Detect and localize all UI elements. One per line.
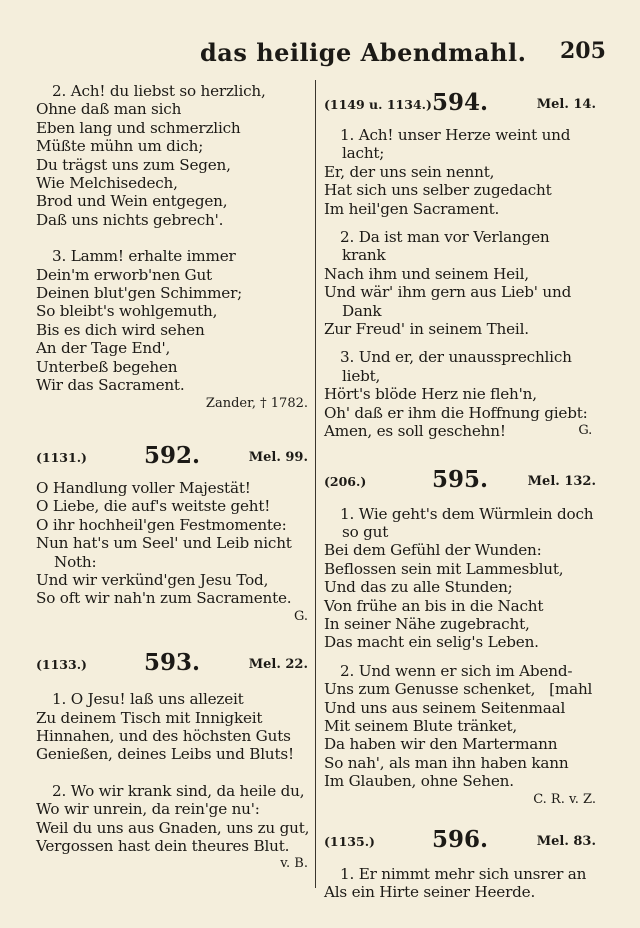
verse-line: lacht; — [342, 144, 385, 163]
verse-line: In seiner Nähe zugebracht, — [324, 614, 530, 633]
hymn-594 — [324, 82, 596, 441]
verse-line: O Handlung voller Majestät! — [36, 478, 251, 497]
hymn-header — [324, 459, 596, 495]
verse-line: Wir das Sacrament. — [36, 376, 185, 395]
hymn-number: 594. — [431, 89, 489, 116]
verse-line: Genießen, deines Leibs und Bluts! — [36, 745, 294, 764]
verse-line: Das macht ein selig's Leben. — [324, 633, 539, 652]
column-divider — [315, 80, 316, 888]
verse-line: 1. Er nimmt mehr sich unsrer an — [340, 865, 587, 883]
verse-line: Beflossen sein mit Lammesblut, — [324, 559, 564, 578]
hymn-number: 595. — [431, 465, 489, 493]
verse-line: Deinen blut'gen Schimmer; — [36, 284, 243, 303]
verse-line: 2. Da ist man vor Verlangen — [340, 228, 550, 247]
verse-line: Uns zum Genusse schenket, [mahl — [324, 680, 593, 699]
verse-line: liebt, — [342, 366, 381, 385]
hymn-melody: Mel. 22. — [248, 657, 308, 673]
verse-line: Zur Freud' in seinem Theil. — [324, 320, 529, 339]
verse-line: 1. Wie geht's dem Würmlein doch — [340, 504, 594, 523]
page-header — [0, 30, 640, 70]
verse-line: So oft wir nah'n zum Sacramente. — [36, 589, 292, 608]
stanza-gap — [324, 652, 596, 662]
verse-line: Zu deinem Tisch mit Innigkeit — [36, 708, 263, 727]
verse-line: Bei dem Gefühl der Wunden: — [324, 541, 542, 560]
verse-line: Dank — [342, 301, 382, 320]
verse-line: Noth: — [54, 552, 97, 571]
verse-line: Wie Melchisedech, — [36, 174, 178, 193]
hymn-number: 593. — [143, 649, 201, 677]
verse-line: Weil du uns aus Gnaden, uns zu gut, — [36, 818, 310, 837]
verse-line: Und wär' ihm gern aus Lieb' und — [324, 283, 572, 302]
verse-line: Daß uns nichts gebrech'. — [36, 210, 224, 229]
verse-line: Und das zu alle Stunden; — [324, 578, 513, 597]
stanza-1 — [36, 690, 308, 764]
verse-line: Als ein Hirte seiner Heerde. — [324, 883, 536, 902]
verse-line: 1. O Jesu! laß uns allezeit — [52, 690, 244, 709]
verse-line: Bis es dich wird sehen — [36, 320, 205, 339]
hymn-continuation — [36, 82, 308, 413]
verse-line: So bleibt's wohlgemuth, — [36, 302, 218, 321]
verse-line: O Liebe, die auf's weitste geht! — [36, 497, 271, 516]
verse-line: O ihr hochheil'gen Festmomente: — [36, 515, 287, 534]
stanza-3 — [324, 348, 596, 440]
stanza-3 — [36, 247, 308, 394]
verse-line: Nun hat's um Seel' und Leib nicht — [36, 534, 292, 553]
hymn-592 — [36, 435, 308, 626]
hymn-header — [324, 82, 596, 118]
stanza-2 — [36, 82, 308, 229]
hymn-595 — [324, 459, 596, 810]
stanza-1 — [324, 865, 596, 902]
hymn-header — [324, 819, 596, 855]
stanza-2 — [324, 228, 596, 338]
verse-line: Vergossen hast dein theures Blut. — [36, 837, 290, 855]
verse-line: Von frühe an bis in die Nacht — [324, 596, 544, 615]
verse-line: krank — [342, 246, 386, 265]
verse-line: 1. Ach! unser Herze weint und — [340, 126, 571, 144]
verse-line: Unterbeß begehen — [36, 357, 178, 376]
hymn-reference: (1149 u. 1134.) — [324, 97, 432, 112]
stanza-gap — [324, 338, 596, 348]
verse-line: Mit seinem Blute tränket, — [324, 716, 518, 735]
verse-line: Und uns aus seinem Seitenmaal — [324, 698, 566, 717]
verse-line — [324, 422, 596, 440]
stanza-gap — [36, 229, 308, 247]
verse-line: An der Tage End', — [36, 339, 171, 358]
stanza-1 — [324, 505, 596, 652]
verse-line: Brod und Wein entgegen, — [36, 192, 228, 211]
verse-line: Im heil'gen Sacrament. — [324, 199, 500, 218]
verse-line: Ohne daß man sich — [36, 100, 182, 119]
hymn-number: 596. — [431, 826, 489, 853]
hymn-593 — [36, 642, 308, 874]
hymn-reference: (1133.) — [36, 657, 87, 673]
hymn-melody: Mel. 132. — [527, 473, 596, 489]
verse-line: 2. Und wenn er sich im Abend- — [340, 661, 573, 680]
verse-line: Hört's blöde Herz nie fleh'n, — [324, 385, 537, 404]
verse-line: 2. Wo wir krank sind, da heile du, — [52, 781, 305, 800]
hymn-melody: Mel. 14. — [536, 97, 596, 112]
stanza-2 — [36, 782, 308, 856]
verse-line: Du trägst uns zum Segen, — [36, 155, 231, 174]
hymn-melody: Mel. 83. — [536, 834, 596, 849]
verse-line: Eben lang und schmerzlich — [36, 118, 241, 137]
stanza-2 — [324, 662, 596, 791]
hymn-reference: (1135.) — [324, 834, 375, 849]
verse-line: Im Glauben, ohne Sehen. — [324, 772, 514, 791]
verse-line: So nah', als man ihn haben kann — [324, 753, 569, 772]
verse-text: Amen, es soll geschehn! — [324, 422, 506, 441]
verse-line: Da haben wir den Martermann — [324, 735, 558, 754]
stanza-1 — [324, 126, 596, 218]
verse-line: Müßte mühn um dich; — [36, 137, 204, 156]
verse-line: Oh' daß er ihm die Hoffnung giebt: — [324, 403, 588, 422]
hymn-author: C. R. v. Z. — [533, 791, 596, 807]
verse-line: Hat sich uns selber zugedacht — [324, 181, 552, 200]
stanza-gap — [36, 764, 308, 782]
page-title: das heilige Abendmahl. — [200, 38, 527, 67]
page-number: 205 — [560, 38, 606, 64]
verse-line: 3. Und er, der unaussprechlich — [340, 348, 572, 367]
verse-line: Wo wir unrein, da rein'ge nu': — [36, 800, 260, 819]
hymn-author: G. — [293, 608, 308, 624]
verse-line: 2. Ach! du liebst so herzlich, — [52, 82, 266, 100]
stanza-gap — [324, 218, 596, 228]
hymn-author: v. B. — [280, 856, 308, 872]
hymn-melody: Mel. 99. — [248, 449, 308, 465]
hymn-596 — [324, 819, 596, 902]
verse-line: Er, der uns sein nennt, — [324, 162, 495, 181]
hymn-reference: (1131.) — [36, 449, 87, 465]
hymn-number: 592. — [143, 441, 201, 469]
hymn-author: G. — [578, 423, 592, 439]
verse-line: so gut — [342, 522, 389, 541]
verse-line: Hinnahen, und des höchsten Guts — [36, 726, 291, 745]
left-column — [36, 82, 308, 874]
verse-line: Dein'm erworb'nen Gut — [36, 265, 212, 284]
verse-line: Und wir verkünd'gen Jesu Tod, — [36, 570, 269, 589]
hymn-author: Zander, † 1782. — [205, 395, 308, 411]
verse-line: Nach ihm und seinem Heil, — [324, 264, 529, 283]
verse-line: 3. Lamm! erhalte immer — [52, 247, 236, 266]
hymn-header — [36, 642, 308, 678]
right-column — [324, 82, 596, 902]
hymn-header — [36, 435, 308, 471]
hymn-reference: (206.) — [324, 473, 367, 489]
